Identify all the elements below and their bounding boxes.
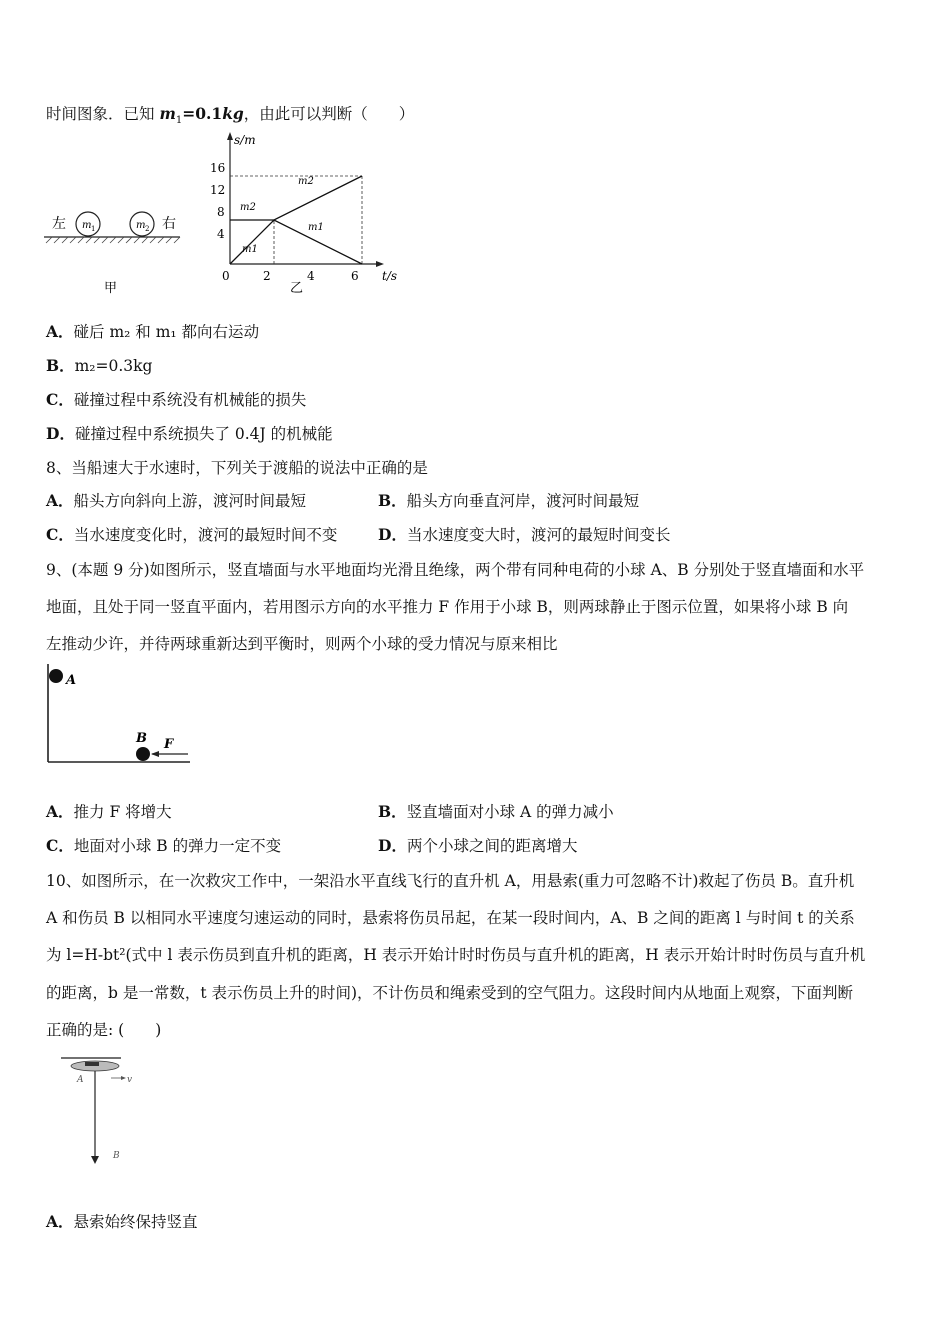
q8-option-d[interactable]: D．当水速度变大时，渡河的最短时间变长 — [378, 525, 671, 544]
m2-label-before: m2 — [240, 202, 256, 213]
figure-yi-caption: 乙 — [290, 281, 304, 296]
x-tick-6: 6 — [351, 269, 359, 283]
ball-m2-sub: 2 — [145, 225, 150, 233]
q10-stem-line1: 10、如图所示，在一次救灾工作中，一架沿水平直线飞行的直升机 A，用悬索(重力可忽略不计)救起了伤员 B。直升机 — [46, 872, 855, 890]
ball-m1-sub: 1 — [91, 225, 96, 233]
q7-option-c[interactable]: C．碰撞过程中系统没有机械能的损失 — [46, 390, 307, 409]
x-tick-2: 2 — [263, 269, 271, 283]
q9-stem-line2: 地面，且处于同一竖直平面内，若用图示方向的水平推力 F 作用于小球 B，则两球静止于图示位置，如果将小球 B 向 — [46, 598, 849, 616]
q8-stem: 8、当船速大于水速时，下列关于渡船的说法中正确的是 — [46, 459, 428, 477]
q8-option-a[interactable]: A．船头方向斜向上游，渡河时间最短 — [46, 491, 307, 510]
injured-b-label: B — [113, 1151, 120, 1161]
q9-option-c[interactable]: C．地面对小球 B 的弹力一定不变 — [46, 836, 282, 855]
ball-a-label: A — [66, 673, 77, 688]
series-line-m2 — [230, 176, 362, 220]
y-tick-labels — [210, 161, 225, 241]
y-tick-4: 4 — [217, 227, 225, 241]
q10-stem-line2: A 和伤员 B 以相同水平速度匀速运动的同时，悬索将伤员吊起，在某一段时间内，A、B 之间的距离 l 与时间 t 的关系 — [46, 909, 855, 927]
q9-option-a[interactable]: A．推力 F 将增大 — [46, 802, 172, 821]
m1-label-after: m1 — [308, 222, 324, 233]
ball-m2-label: m — [136, 220, 146, 231]
left-direction-label: 左 — [52, 216, 66, 232]
q7-option-b[interactable]: B．m₂=0.3kg — [46, 356, 153, 375]
q9-stem-line3: 左推动少许，并待两球重新达到平衡时，则两个小球的受力情况与原来相比 — [46, 635, 558, 653]
ground-hatch — [46, 237, 180, 243]
y-tick-8: 8 — [217, 205, 225, 219]
m2-label-after: m2 — [298, 176, 314, 187]
q7-st-graph — [200, 128, 410, 298]
series-line-m1 — [230, 220, 362, 264]
force-f-label: F — [164, 737, 174, 752]
q10-stem-line5: 正确的是: ( ) — [46, 1021, 162, 1039]
q7-option-d[interactable]: D．碰撞过程中系统损失了 0.4J 的机械能 — [46, 424, 333, 443]
y-tick-16: 16 — [210, 161, 226, 175]
q10-option-a[interactable]: A．悬索始终保持竖直 — [46, 1212, 198, 1231]
velocity-v-label: v — [127, 1075, 133, 1085]
injured-person-b — [91, 1156, 99, 1164]
ball-b-label: B — [136, 731, 147, 746]
q9-stem-line1: 9、(本题 9 分)如图所示，竖直墙面与水平地面均光滑且绝缘，两个带有同种电荷的小球 A、B 分别处于竖直墙面和水平 — [46, 561, 865, 579]
velocity-arrow-head — [121, 1076, 126, 1080]
q10-stem-line4: 的距离，b 是一常数，t 表示伤员上升的时间)，不计伤员和绳索受到的空气阻力。这段时间内从地面上观察，下面判断 — [46, 984, 854, 1002]
q10-figure — [55, 1052, 185, 1172]
q9-figure — [40, 660, 200, 770]
x-axis-arrow — [376, 261, 384, 267]
q9-option-d[interactable]: D．两个小球之间的距离增大 — [378, 836, 578, 855]
q7-stem: 时间图象．已知 $m_1=0.1kg$，由此可以判断（ ） — [46, 104, 415, 127]
q7-option-a[interactable]: A．碰后 m₂ 和 m₁ 都向右运动 — [46, 322, 260, 341]
y-axis-label: s/m — [234, 133, 256, 147]
q9-option-b[interactable]: B．竖直墙面对小球 A 的弹力减小 — [378, 802, 614, 821]
q10-stem-line3: 为 l=H-bt²(式中 l 表示伤员到直升机的距离，H 表示开始计时时伤员与直升机的距离，H 表示开始计时时伤员与直升机 — [46, 946, 866, 964]
x-tick-0: 0 — [222, 269, 230, 283]
helicopter-a-label: A — [77, 1075, 84, 1085]
ball-m1-label: m — [82, 220, 92, 231]
y-axis-arrow — [227, 132, 233, 140]
m1-label-before: m1 — [242, 244, 258, 255]
q7-figure-collision — [40, 200, 190, 300]
q8-option-c[interactable]: C．当水速度变化时，渡河的最短时间不变 — [46, 525, 338, 544]
x-axis-label: t/s — [382, 269, 398, 283]
right-direction-label: 右 — [162, 216, 176, 232]
x-tick-4: 4 — [307, 269, 315, 283]
ball-b — [136, 747, 150, 761]
ball-a — [49, 669, 63, 683]
y-tick-12: 12 — [210, 183, 226, 197]
helicopter-window — [85, 1062, 99, 1066]
q8-option-b[interactable]: B．船头方向垂直河岸，渡河时间最短 — [378, 491, 640, 510]
force-f-arrow-head — [151, 751, 159, 757]
figure-jia-caption: 甲 — [104, 281, 118, 296]
